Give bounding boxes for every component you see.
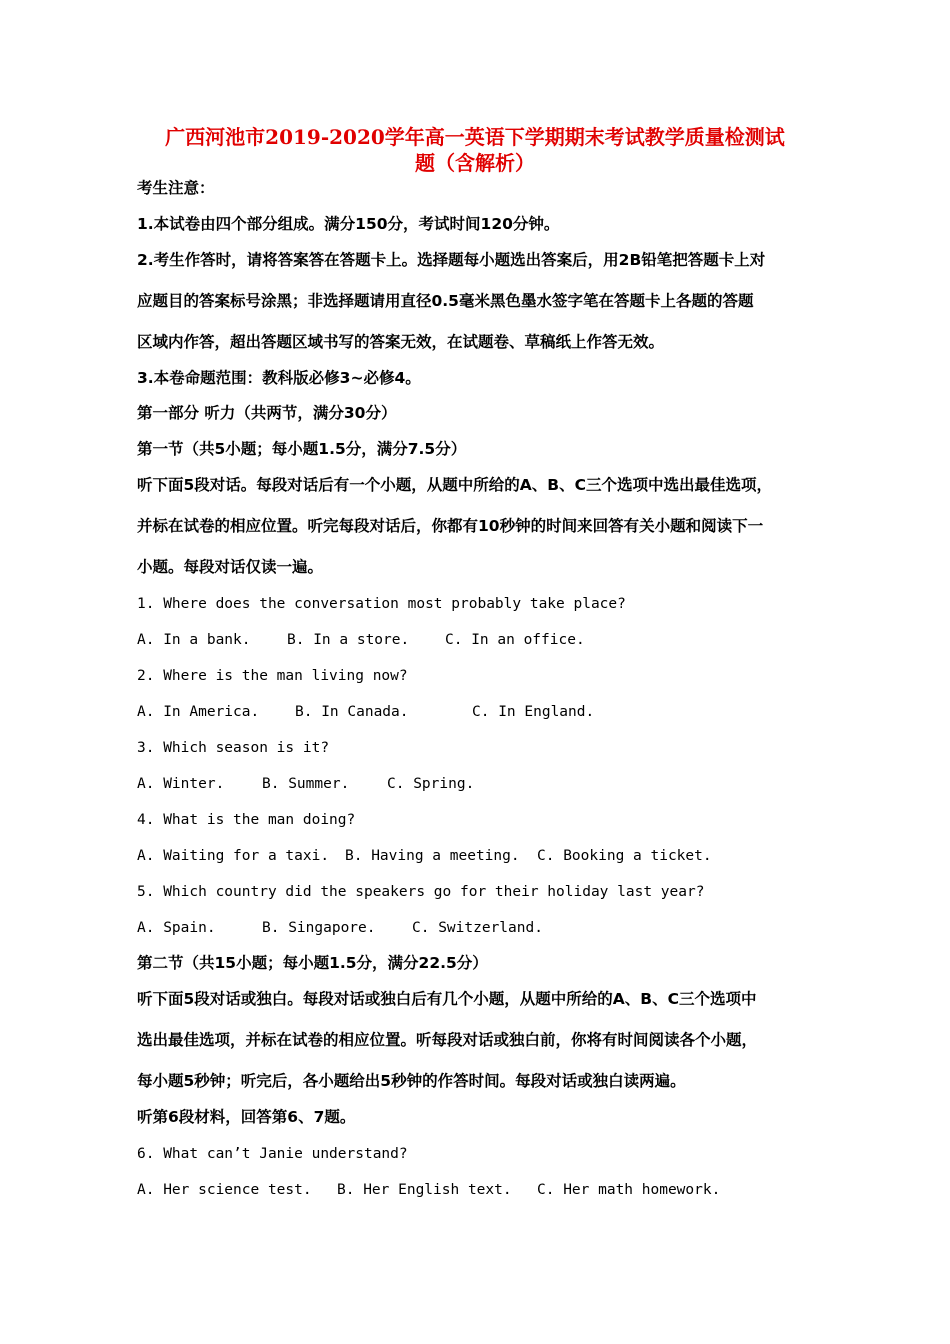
option-a: A. In a bank. <box>137 632 251 648</box>
option-c: C. In England. <box>472 704 595 720</box>
option-a: A. Spain. <box>137 920 216 936</box>
section2-instruction-line-3: 每小题5秒钟；听完后，各小题给出5秒钟的作答时间。每段对话或独白读两遍。 <box>137 1072 686 1090</box>
option-b: B. Singapore. <box>262 920 376 936</box>
question-4-options <box>137 846 712 866</box>
option-a: A. Waiting for a taxi. <box>137 848 330 864</box>
option-b: B. In a store. <box>287 632 410 648</box>
section2-heading: 第二节（共15小题；每小题1.5分，满分22.5分） <box>137 954 488 972</box>
question-4-text: 4. What is the man doing? <box>137 812 356 828</box>
option-a: A. In America. <box>137 704 260 720</box>
option-c: C. Booking a ticket. <box>537 848 712 864</box>
section1-instruction-line-3: 小题。每段对话仅读一遍。 <box>137 558 324 576</box>
option-b: B. In Canada. <box>295 704 409 720</box>
section2-instruction-line-2: 选出最佳选项，并标在试卷的相应位置。听每段对话或独白前，你将有时间阅读各个小题， <box>137 1031 758 1049</box>
question-2-options <box>137 702 594 722</box>
question-3-options <box>137 774 474 794</box>
notice-heading: 考生注意： <box>137 179 215 197</box>
option-b: B. Her English text. <box>337 1182 512 1198</box>
option-c: C. Her math homework. <box>537 1182 721 1198</box>
option-a: A. Winter. <box>137 776 225 792</box>
notice-item-1: 1.本试卷由四个部分组成。满分150分，考试时间120分钟。 <box>137 215 560 233</box>
option-a: A. Her science test. <box>137 1182 312 1198</box>
question-5-text: 5. Which country did the speakers go for their holiday last year? <box>137 884 705 900</box>
notice-item-2-line-3: 区域内作答，超出答题区域书写的答案无效，在试题卷、草稿纸上作答无效。 <box>137 333 665 351</box>
material-6-heading: 听第6段材料，回答第6、7题。 <box>137 1108 356 1126</box>
notice-item-2-line-1: 2.考生作答时，请将答案答在答题卡上。选择题每小题选出答案后，用2B铅笔把答题卡上对 <box>137 251 766 269</box>
section1-instruction-line-2: 并标在试卷的相应位置。听完每段对话后，你都有10秒钟的时间来回答有关小题和阅读下一 <box>137 517 764 535</box>
notice-item-3: 3.本卷命题范围：教科版必修3~必修4。 <box>137 369 421 387</box>
option-c: C. Switzerland. <box>412 920 543 936</box>
question-2-text: 2. Where is the man living now? <box>137 668 408 684</box>
question-1-options <box>137 630 585 650</box>
question-6-text: 6. What can’t Janie understand? <box>137 1146 408 1162</box>
option-c: C. In an office. <box>445 632 585 648</box>
question-5-options <box>137 918 543 938</box>
notice-item-2-line-2: 应题目的答案标号涂黑；非选择题请用直径0.5毫米黑色墨水签字笔在答题卡上各题的答题 <box>137 292 754 310</box>
section1-instruction-line-1: 听下面5段对话。每段对话后有一个小题，从题中所给的A、B、C三个选项中选出最佳选项， <box>137 476 772 494</box>
option-b: B. Summer. <box>262 776 350 792</box>
question-6-options <box>137 1180 720 1200</box>
option-c: C. Spring. <box>387 776 475 792</box>
section1-heading: 第一节（共5小题；每小题1.5分，满分7.5分） <box>137 440 467 458</box>
question-3-text: 3. Which season is it? <box>137 740 330 756</box>
document-title-line-2: 题（含解析） <box>415 151 535 175</box>
section2-instruction-line-1: 听下面5段对话或独白。每段对话或独白后有几个小题，从题中所给的A、B、C三个选项中 <box>137 990 757 1008</box>
part1-heading: 第一部分 听力（共两节，满分30分） <box>137 404 397 422</box>
question-1-text: 1. Where does the conversation most probably take place? <box>137 596 626 612</box>
document-title-line-1: 广西河池市2019-2020学年高一英语下学期期末考试教学质量检测试 <box>165 125 785 149</box>
option-b: B. Having a meeting. <box>345 848 520 864</box>
